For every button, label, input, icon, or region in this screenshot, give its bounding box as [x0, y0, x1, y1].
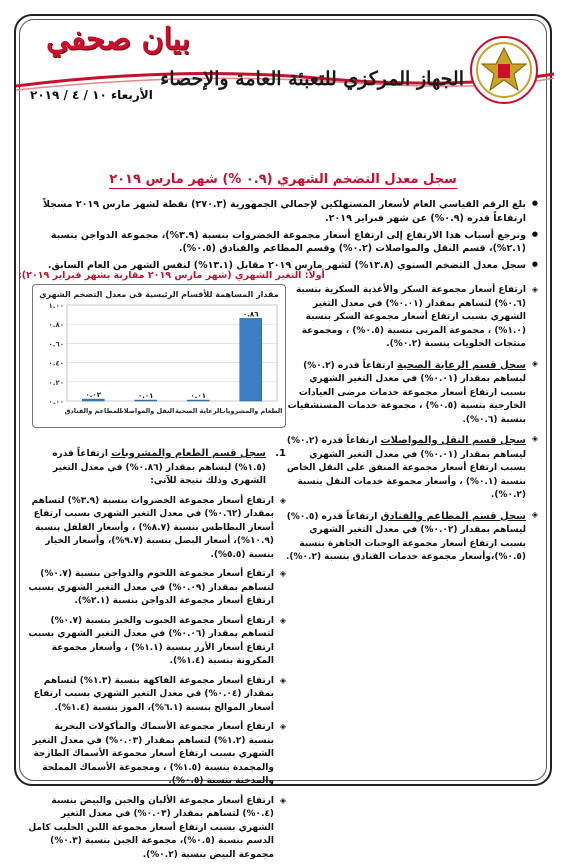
y-tick-label: ١.٠٠: [48, 302, 64, 310]
bullet-diamond-icon: ◈: [531, 285, 538, 294]
data-label: ٠.٠٢: [85, 391, 101, 400]
bullet-diamond-icon: ◈: [279, 615, 286, 625]
section-heading: سجل قسم النقل والمواصلات: [380, 435, 526, 446]
bar: [82, 399, 104, 401]
release-date: الأربعاء ١٠ / ٤ / ٢٠١٩: [30, 88, 153, 102]
agency-name: الجهاز المركزي للتعبئة العامة والإحصاء: [160, 68, 464, 90]
list-item: ◈ ارتفاع أسعار مجموعة الأسماك والمأكولات البحرية بنسبة (١.٢%) لتساهم بمقدار (٠.٠٣%) في معدل التغير الشهري بسبب ارتفاع أسعار مجموعة الأسماك الطازجة والمجمدة بنسبة (١.٥%) ، ومجموعة الأسماك المملحة والمدخنة بنسبة (٠.٥%).: [32, 722, 286, 786]
subsection-heading: أولاً: التغير الشهري (شهر مارس ٢٠١٩ مقارنة بشهر فبراير ٢٠١٩):: [18, 270, 325, 281]
data-label: ٠.٠١: [138, 392, 154, 401]
category-label: المطاعم والفنادق: [64, 407, 122, 415]
category-label: الطعام والمشروبات: [219, 407, 283, 415]
category-label: الرعاية الصحية: [174, 407, 222, 415]
summary-bullet: ● بلغ الرقم القياسي العام لأسعار المستهلكين لإجمالي الجمهورية (٢٧٠.٣) نقطة لشهر مارس ٢٠١٩ مسجلاً ارتفاعاً قدره (٠.٩%) عن شهر فبراير ٢٠١٩.: [28, 198, 538, 226]
chart-column: [28, 284, 286, 436]
data-label: ٠.٠١: [190, 392, 206, 401]
y-tick-label: ٠.٤٠: [48, 359, 64, 368]
bullet-diamond-icon: ◈: [531, 434, 538, 443]
list-number: 1.: [275, 448, 286, 459]
press-release-title: بيان صحفي: [46, 22, 191, 57]
bullet-diamond-icon: ◈: [279, 722, 286, 731]
bar: [240, 318, 262, 401]
bullet-diamond-icon: ◈: [531, 358, 538, 368]
category-label: النقل والمواصلات: [117, 407, 175, 415]
list-item: ◈ ارتفاع أسعار مجموعة الحبوب والخبز بنسبة (٠.٧%) لتساهم بمقدار (٠.٠٦%) في معدل التغير الشهري بسبب ارتفاع أسعار الأرز بنسبة (١.١%) ، وأسعار مجموعة المكرونة بنسبة (١.٤%).: [28, 615, 286, 666]
data-label: ٠.٨٦: [243, 310, 259, 319]
section-transport: ◈ سجل قسم النقل والمواصلات ارتفاعاً قدره (٠.٢%) ليساهم بمقدار (٠.٠١%) في معدل التغير الشهري بسبب ارتفاع أسعار مجموعة المنفق على النقل الخاص بنسبة (٠.١%) ، وأسعار مجموعة خدمات النقل بنسبة (٠.٢%).: [286, 434, 538, 500]
bullet-diamond-icon: ◈: [279, 569, 286, 578]
chart-title: مقدار المساهمة للأقسام الرئيسية في معدل التضخم الشهري: [39, 290, 279, 299]
list-item: ◈ ارتفاع أسعار مجموعة الفاكهة بنسبة (١.٣%) لتساهم بمقدار (٠.٠٤%) في معدل التغير الشهري بسبب ارتفاع أسعار الموالح بنسبة (٦.١%)، الموز بنسبة (١.٤%).: [33, 675, 286, 713]
y-tick-label: ٠.٨٠: [48, 321, 64, 330]
food-section: [28, 440, 286, 868]
section-heading: سجل قسم الرعاية الصحية: [396, 359, 526, 371]
food-section-intro: 1. سجل قسم الطعام والمشروبات ارتفاعاً قدره (١.٥%) ليساهم بمقدار (٠.٨٦%) في معدل التغير الشهري وذلك نتيجة للآتي:: [52, 448, 286, 486]
list-item: ◈ ارتفاع أسعار مجموعة السكر والأغذية السكرية بنسبة (٠.٦%) لتساهم بمقدار (٠.٠١%) في معدل التغير الشهري بسبب ارتفاع أسعار مجموعة السكر بنسبة (١.٠%) ، مجموعة المربى بنسبة (٠.٥%) ، ومجموعة منتجات الحلويات بنسبة (٠.٢%).: [295, 285, 538, 349]
y-tick-label: ٠.٢٠: [48, 378, 64, 387]
summary-bullets: [28, 198, 538, 276]
summary-bullet: ● سجل معدل التضخم السنوي (١٣.٨%) لشهر مارس ٢٠١٩ مقابل (١٣.١%) لنفس الشهر من العام السابق.: [28, 259, 538, 273]
section-heading: سجل قسم الطعام والمشروبات: [111, 448, 266, 459]
section-heading: سجل قسم المطاعم والفنادق: [380, 510, 526, 522]
bullet-diamond-icon: ◈: [531, 509, 538, 519]
list-item: ◈ ارتفاع أسعار مجموعة الألبان والجبن والبيض بنسبة (٠.٤%) لتساهم بمقدار (٠.٠٣%) في معدل التغير الشهري بسبب ارتفاع أسعار مجموعة اللبن الحليب كامل الدسم بنسبة (٠.٥%)، مجموعة الجبن بنسبة (٠.٣%) مجموعة البيض بنسبة (٠.٢%).: [28, 795, 286, 860]
headline-text: سجل معدل التضخم الشهري (٠.٩ %) شهر مارس ٢٠١٩: [109, 172, 457, 187]
contribution-chart: [32, 284, 286, 428]
list-item: ◈ ارتفاع أسعار مجموعة الخضروات بنسبة (٣.٩%) لتساهم بمقدار (٠.٦٢%) في معدل التغير الشهري بسبب ارتفاع أسعار البطاطس بنسبة (٨.٧%) ، وأسعار الفلفل بنسبة (١٠.٩%)، أسعار البصل بنسبة (٩.٧%)، وأسعار الخيار بنسبة (٥.٥%).: [31, 495, 286, 560]
y-tick-label: ٠.٦٠: [48, 340, 64, 349]
capmas-logo-icon: [468, 34, 540, 106]
summary-bullet: ● وترجع أسباب هذا الارتفاع إلى ارتفاع أسعار مجموعة الخضروات بنسبة (٣.٩%)، مجموعة الدواجن بنسبة (٢.١%)، قسم النقل والمواصلات (٠.٢%) وقسم المطاعم والفنادق (٠.٥%).: [28, 229, 538, 257]
y-tick-label: ٠.٠٠: [48, 398, 64, 406]
page-frame: [14, 14, 552, 860]
section-health: ◈ سجل قسم الرعاية الصحية ارتفاعاً قدره (٠.٢%) ليساهم بمقدار (٠.٠١%) في معدل التغير الشهري بسبب ارتفاع أسعار مجموعة خدمات مرضى العيادات الخارجية بنسبة (٠.٥%) ، مجموعة خدمات المستشفيات بنسبة (٠.٦%).: [287, 358, 538, 425]
chart-plot: [37, 301, 283, 423]
list-item: ◈ ارتفاع أسعار مجموعة اللحوم والدواجن بنسبة (٠.٧%) لتساهم بمقدار (٠.٠٩%) في معدل التغير الشهري بسبب ارتفاع أسعار مجموعة الدواجن بنسبة (٢.١%).: [28, 569, 286, 606]
bar: [135, 400, 157, 401]
bullet-diamond-icon: ◈: [279, 795, 286, 805]
headline: [16, 172, 550, 187]
left-column: [284, 284, 538, 571]
section-restaurants: ◈ سجل قسم المطاعم والفنادق ارتفاعاً قدره (٠.٥%) ليساهم بمقدار (٠.٠٢%) في معدل التغير الشهري بسبب ارتفاع أسعار مجموعة الوجبات الجاهزة بنسبة (٠.٥%)،وأسعار مجموعة خدمات الفنادق بنسبة (٠.٢%).: [285, 509, 538, 562]
bar: [187, 400, 209, 401]
bullet-diamond-icon: ◈: [279, 495, 286, 505]
bullet-diamond-icon: ◈: [279, 675, 286, 685]
